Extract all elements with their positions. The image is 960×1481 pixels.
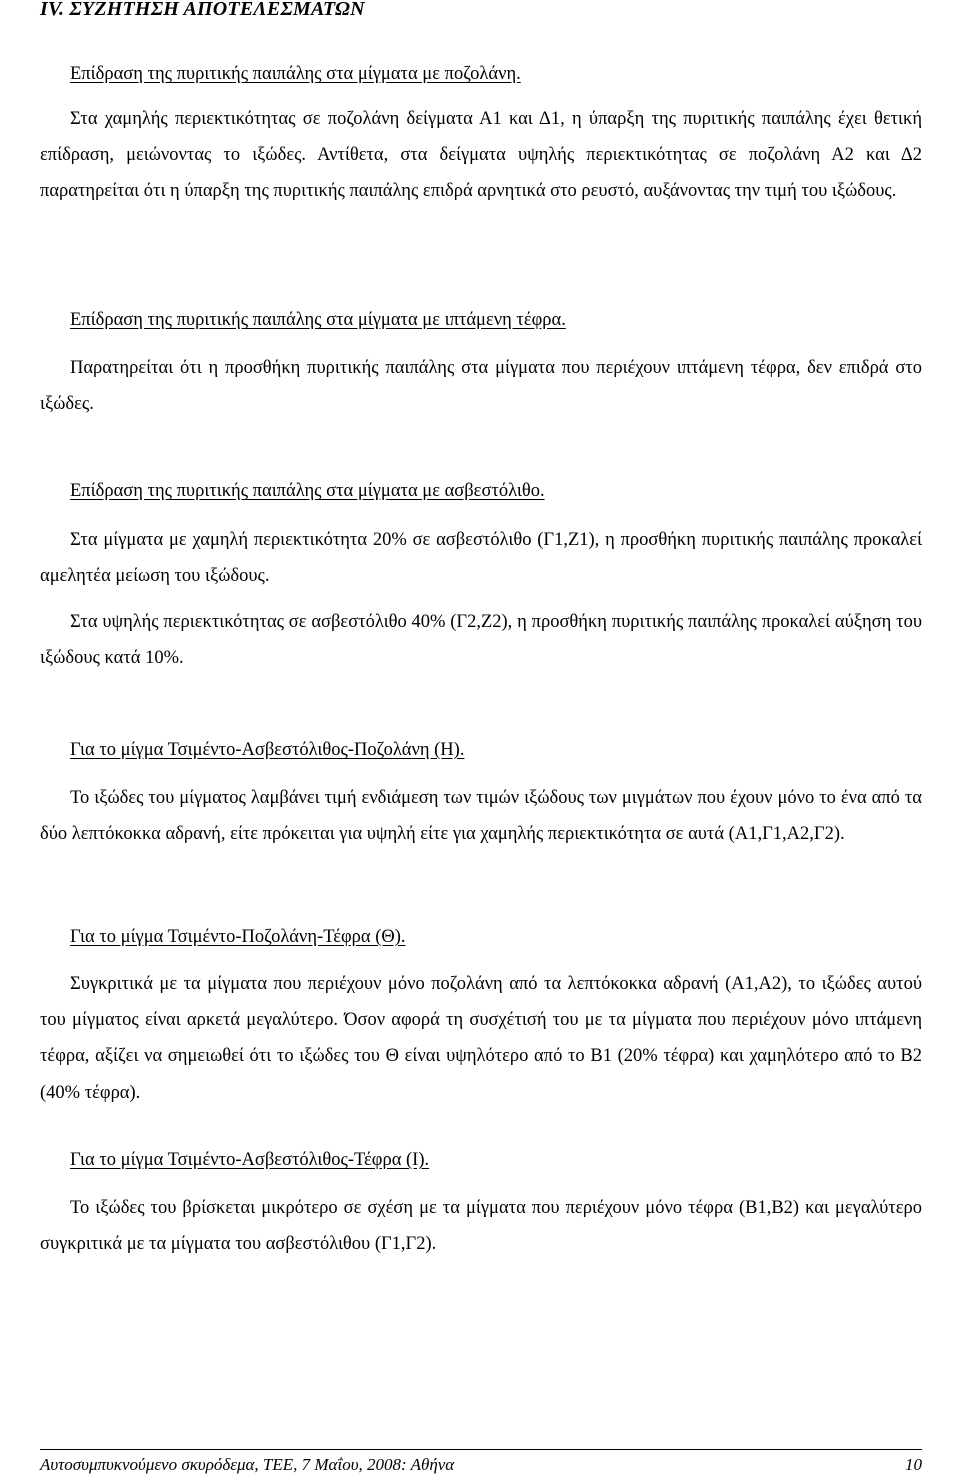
paragraph-limestone-low: Στα μίγματα με χαμηλή περιεκτικότητα 20% σε ασβεστόλιθο (Γ1,Ζ1), η προσθήκη πυριτικής παιπάλης προκαλεί αμελητέα μείωση του ιξώδους.	[40, 530, 922, 587]
paragraph-pozzolan: Στα χαμηλής περιεκτικότητας σε ποζολάνη δείγματα Α1 και Δ1, η ύπαρξη της πυριτικής παιπάλης έχει θετική επίδραση, μειώνοντας το ιξώδες. Αντίθετα, στα δείγματα υψηλής περιεκτικότητας σε ποζολάνη Α2 και Δ2 παρατηρείται ότι η ύπαρξη της πυριτικής παιπάλης επιδρά αρνητικά στο ρευστό, αυξάνοντας την τιμή του ιξώδους.	[40, 109, 922, 202]
paragraph-mix-i: Το ιξώδες του βρίσκεται μικρότερο σε σχέση με τα μίγματα που περιέχουν μόνο τέφρα (Β1,Β2) και μεγαλύτερο συγκριτικά με τα μίγματα του ασβεστόλιθου (Γ1,Γ2).	[40, 1198, 922, 1255]
paragraph-mix-h: Το ιξώδες του μίγματος λαμβάνει τιμή ενδιάμεση των τιμών ιξώδους των μιγμάτων που έχουν μόνο το ένα από τα δύο λεπτόκοκκα αδρανή, είτε πρόκειται για υψηλή είτε για χαμηλής περιεκτικότητα σε αυτά (Α1,Γ1,Α2,Γ2).	[40, 788, 922, 845]
footer-divider	[40, 1449, 922, 1450]
subheading-limestone: Επίδραση της πυριτικής παιπάλης στα μίγματα με ασβεστόλιθο.	[70, 481, 545, 501]
paragraph-flyash: Παρατηρείται ότι η προσθήκη πυριτικής παιπάλης στα μίγματα που περιέχουν ιπτάμενη τέφρα, δεν επιδρά στο ιξώδες.	[40, 358, 922, 415]
section-title: IV. ΣΥΖΗΤΗΣΗ ΑΠΟΤΕΛΕΣΜΑΤΩΝ	[40, 0, 365, 20]
paragraph-mix-theta: Συγκριτικά με τα μίγματα που περιέχουν μόνο ποζολάνη από τα λεπτόκοκκα αδρανή (Α1,Α2), το ιξώδες αυτού του μίγματος είναι αρκετά μεγαλύτερο. Όσον αφορά τη συσχέτισή του με τα μίγματα που περιέχουν μόνο ιπτάμενη τέφρα, αξίζει να σημειωθεί ότι το ιξώδες του Θ είναι υψηλότερο από το Β1 (20% τέφρα) και χαμηλότερο από το Β2 (40% τέφρα).	[40, 974, 922, 1103]
subheading-mix-theta: Για το μίγμα Τσιμέντο-Ποζολάνη-Τέφρα (Θ).	[70, 927, 406, 947]
footer-citation: Αυτοσυμπυκνούμενο σκυρόδεμα, ΤΕΕ, 7 Μαΐου, 2008: Αθήνα	[40, 1455, 455, 1474]
subheading-mix-h: Για το μίγμα Τσιμέντο-Ασβεστόλιθος-Ποζολάνη (Η).	[70, 740, 465, 760]
subheading-pozzolan: Επίδραση της πυριτικής παιπάλης στα μίγματα με ποζολάνη.	[70, 64, 521, 84]
subheading-mix-i: Για το μίγμα Τσιμέντο-Ασβεστόλιθος-Τέφρα (Ι).	[70, 1150, 430, 1170]
subheading-flyash: Επίδραση της πυριτικής παιπάλης στα μίγματα με ιπτάμενη τέφρα.	[70, 310, 566, 330]
paragraph-limestone-high: Στα υψηλής περιεκτικότητας σε ασβεστόλιθο 40% (Γ2,Ζ2), η προσθήκη πυριτικής παιπάλης προκαλεί αύξηση του ιξώδους κατά 10%.	[40, 612, 922, 669]
page-number: 10	[905, 1455, 922, 1474]
